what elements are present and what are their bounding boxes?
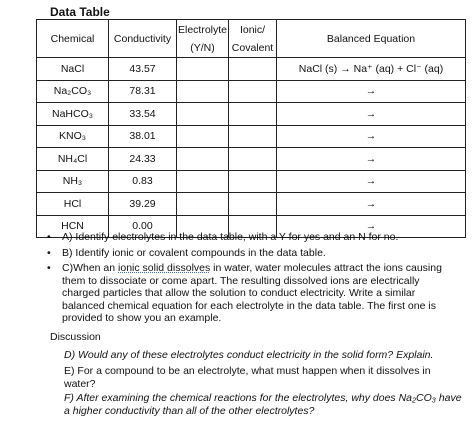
header-ionic-line1: Ionic/ — [239, 23, 266, 36]
cell-chemical: NH₄Cl — [37, 148, 109, 171]
header-chemical: Chemical — [37, 20, 109, 58]
cell-conductivity: 33.54 — [109, 103, 177, 126]
discussion-heading: Discussion — [50, 331, 101, 343]
cell-conductivity: 24.33 — [109, 148, 177, 171]
cell-ionic-covalent[interactable] — [229, 170, 277, 193]
bullet: • — [47, 246, 51, 259]
data-table — [36, 19, 466, 238]
cell-conductivity: 43.57 — [109, 58, 177, 81]
table-row — [37, 193, 466, 216]
cell-ionic-covalent[interactable] — [229, 193, 277, 216]
cell-ionic-covalent[interactable] — [229, 58, 277, 81]
cell-electrolyte[interactable] — [177, 148, 229, 171]
question-e: E) For a compound to be an electrolyte, what must happen when it dissolves in water? — [64, 365, 431, 390]
cell-equation[interactable]: NaCl (s) → Na⁺ (aq) + Cl⁻ (aq) — [277, 58, 466, 81]
header-electrolyte-line2: (Y/N) — [190, 41, 215, 54]
cell-ionic-covalent[interactable] — [229, 103, 277, 126]
header-balanced-equation: Balanced Equation — [277, 20, 466, 58]
task-a-text: A) Identify electrolytes in the data table, with a Y for yes and an N for no. — [62, 231, 399, 243]
table-header-row — [37, 20, 466, 58]
question-d: D) Would any of these electrolytes conduct electricity in the solid form? Explain. — [64, 349, 434, 361]
cell-equation[interactable]: → — [277, 125, 466, 148]
header-electrolyte-line1: Electrolyte — [177, 23, 228, 36]
cell-equation[interactable]: → — [277, 80, 466, 103]
cell-chemical: KNO₃ — [37, 125, 109, 148]
cell-chemical: HCN — [37, 215, 109, 238]
table-row — [37, 103, 466, 126]
header-ionic-line2: Covalent — [231, 41, 274, 54]
cell-conductivity: 78.31 — [109, 80, 177, 103]
data-table-title: Data Table — [50, 5, 110, 19]
cell-chemical: HCl — [37, 193, 109, 216]
cell-equation[interactable]: → — [277, 193, 466, 216]
cell-electrolyte[interactable] — [177, 58, 229, 81]
task-c-underlined: ionic solid dissolves — [118, 262, 211, 274]
cell-electrolyte[interactable] — [177, 80, 229, 103]
task-list — [38, 231, 458, 328]
cell-ionic-covalent[interactable] — [229, 148, 277, 171]
header-conductivity: Conductivity — [109, 20, 177, 58]
table-row — [37, 125, 466, 148]
task-b-text: B) Identify ionic or covalent compounds in the data table. — [62, 246, 326, 259]
cell-equation[interactable]: → — [277, 103, 466, 126]
table-row — [37, 58, 466, 81]
bullet: • — [47, 231, 51, 243]
cell-chemical: Na₂CO₃ — [37, 80, 109, 103]
cell-ionic-covalent[interactable] — [229, 125, 277, 148]
cell-chemical: NaCl — [37, 58, 109, 81]
cell-chemical: NH₃ — [37, 170, 109, 193]
header-ionic-covalent — [229, 20, 277, 58]
cell-electrolyte[interactable] — [177, 193, 229, 216]
cell-equation[interactable]: → — [277, 170, 466, 193]
task-c-suffix: in water, water molecules attract the ions causing them to dissociate or come apart. The resulting dissolved ions are electrically charged particles that allow the solution to conduct electricity. Write a similar balanced chemical equation for each electrolyte in the data table. The first one is provided to show you an example. — [62, 262, 442, 324]
cell-conductivity: 0.00 — [109, 215, 177, 238]
question-f: F) After examining the chemical reactions for the electrolytes, why does Na₂CO₃ have a higher conductivity than all of the other electrolytes? — [64, 392, 462, 417]
cell-electrolyte[interactable] — [177, 170, 229, 193]
table-row — [37, 170, 466, 193]
cell-ionic-covalent[interactable] — [229, 80, 277, 103]
task-c-prefix: C)When an — [62, 262, 119, 274]
cell-chemical: NaHCO₃ — [37, 103, 109, 126]
cell-conductivity: 38.01 — [109, 125, 177, 148]
cell-equation[interactable]: → — [277, 215, 466, 238]
table-row — [37, 148, 466, 171]
task-b — [38, 247, 458, 260]
task-a — [38, 231, 458, 244]
bullet: • — [47, 262, 51, 274]
cell-conductivity: 0.83 — [109, 170, 177, 193]
cell-electrolyte[interactable] — [177, 103, 229, 126]
cell-equation[interactable]: → — [277, 148, 466, 171]
task-c — [38, 262, 458, 325]
header-electrolyte — [177, 20, 229, 58]
cell-conductivity: 39.29 — [109, 193, 177, 216]
cell-electrolyte[interactable] — [177, 125, 229, 148]
table-row — [37, 80, 466, 103]
